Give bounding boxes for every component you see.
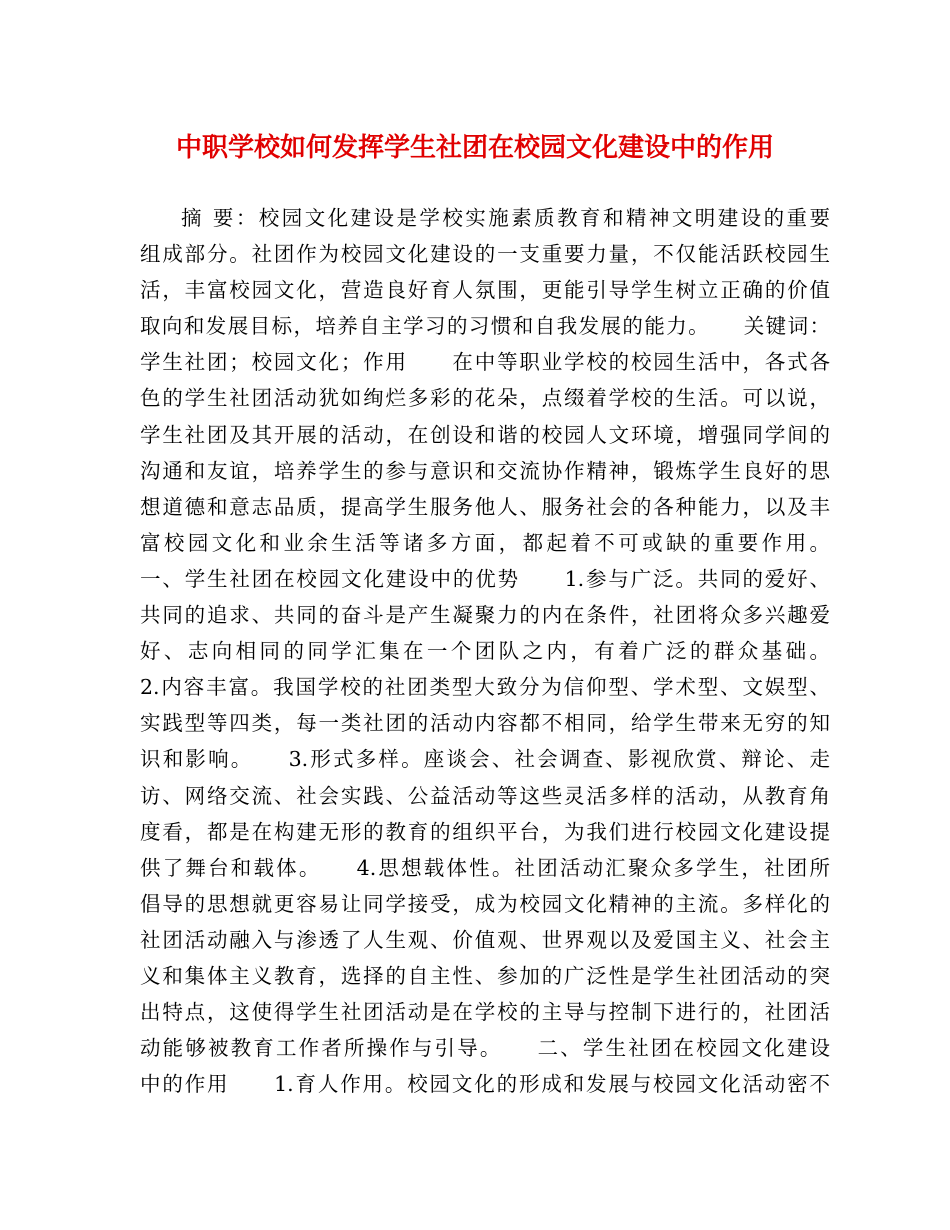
body-line: 活，丰富校园文化，营造良好育人氛围，更能引导学生树立正确的价值	[140, 278, 830, 303]
body-line: 度看，都是在构建无形的教育的组织平台，为我们进行校园文化建设提	[140, 819, 830, 844]
body-line: 摘 要：校园文化建设是学校实施素质教育和精神文明建设的重要	[181, 206, 830, 230]
body-line: 好、志向相同的同学汇集在一个团队之内，有着广泛的群众基础。	[140, 639, 830, 664]
body-line: 学生社团；校园文化；作用 在中等职业学校的校园生活中，各式各	[140, 350, 830, 375]
body-line: 沟通和友谊，培养学生的参与意识和交流协作精神，锻炼学生良好的思	[140, 458, 830, 483]
body-line: 出特点，这使得学生社团活动是在学校的主导与控制下进行的，社团活	[140, 1000, 830, 1025]
body-line: 一、学生社团在校园文化建设中的优势 1.参与广泛。共同的爱好、	[140, 566, 830, 591]
body-line: 学生社团及其开展的活动，在创设和谐的校园人文环境，增强同学间的	[140, 422, 830, 447]
document-body	[140, 200, 830, 1102]
body-line: 社团活动融入与渗透了人生观、价值观、世界观以及爱国主义、社会主	[140, 927, 830, 952]
body-line: 识和影响。 3.形式多样。座谈会、社会调查、影视欣赏、辩论、走	[140, 747, 830, 772]
body-line: 富校园文化和业余生活等诸多方面，都起着不可或缺的重要作用。	[140, 530, 830, 555]
body-line: 想道德和意志品质，提高学生服务他人、服务社会的各种能力，以及丰	[140, 494, 830, 519]
body-line: 动能够被教育工作者所操作与引导。 二、学生社团在校园文化建设	[140, 1036, 830, 1061]
body-line: 中的作用 1.育人作用。校园文化的形成和发展与校园文化活动密不	[140, 1072, 830, 1097]
body-line: 取向和发展目标，培养自主学习的习惯和自我发展的能力。 关键词：	[140, 314, 830, 339]
body-line: 访、网络交流、社会实践、公益活动等这些灵活多样的活动，从教育角	[140, 783, 830, 808]
body-line: 供了舞台和载体。 4.思想载体性。社团活动汇聚众多学生，社团所	[140, 855, 830, 880]
body-line: 实践型等四类，每一类社团的活动内容都不相同，给学生带来无穷的知	[140, 711, 830, 736]
body-line: 组成部分。社团作为校园文化建设的一支重要力量，不仅能活跃校园生	[140, 242, 830, 267]
body-line: 色的学生社团活动犹如绚烂多彩的花朵，点缀着学校的生活。可以说，	[140, 386, 830, 411]
body-line: 倡导的思想就更容易让同学接受，成为校园文化精神的主流。多样化的	[140, 891, 830, 916]
body-line: 义和集体主义教育，选择的自主性、参加的广泛性是学生社团活动的突	[140, 963, 830, 988]
body-line: 2.内容丰富。我国学校的社团类型大致分为信仰型、学术型、文娱型、	[140, 675, 830, 700]
body-line: 共同的追求、共同的奋斗是产生凝聚力的内在条件，社团将众多兴趣爱	[140, 603, 830, 628]
page-title: 中职学校如何发挥学生社团在校园文化建设中的作用	[175, 133, 774, 163]
